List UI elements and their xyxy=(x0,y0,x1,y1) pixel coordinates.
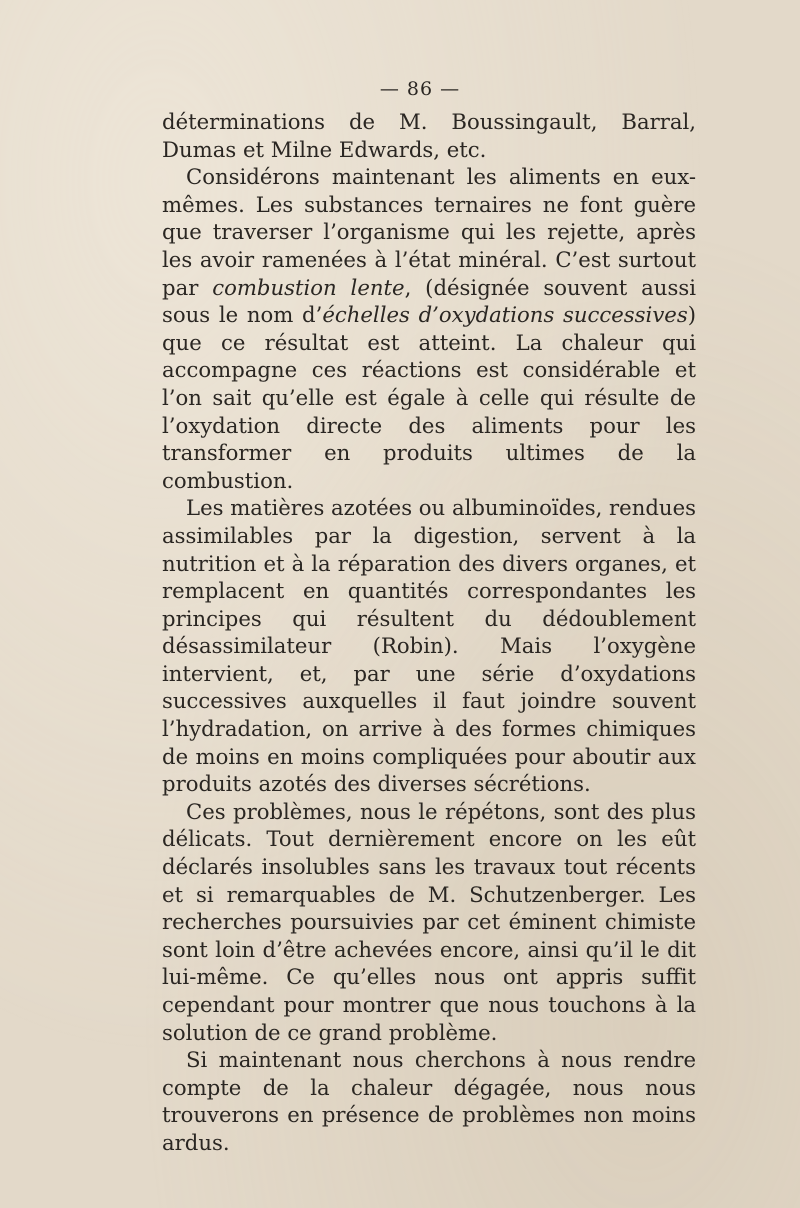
paragraph-2-part-2: , (désignée souvent aussi sous le nom d’ xyxy=(162,274,696,328)
paragraph-4: Ces problèmes, nous le répétons, sont des plus délicats. Tout dernièrement encore on les eût déclarés insolubles sans les travaux tout récents et si remarquables de M. Schutzenberger. Les recherches poursuivies par cet éminent chimiste sont loin d’être achevées encore, ainsi qu’il le dit lui-même. Ce qu’elles nous ont appris suffit cependant pour montrer que nous touchons à la solution de ce grand problème. xyxy=(162,798,696,1045)
body-text xyxy=(162,108,696,1157)
page-number: — 86 — xyxy=(379,78,461,100)
paragraph-2 xyxy=(162,163,696,494)
term-combustion-lente: combustion lente xyxy=(212,274,405,300)
term-echelles-oxydations: échelles d’oxydations successives xyxy=(322,302,688,328)
paragraph-3: Les matières azotées ou albuminoïdes, rendues assimilables par la digestion, servent à la nutrition et à la réparation des divers organes, et remplacent en quantités correspondantes les principes qui résultent du dédoublement désassimilateur (Robin). Mais l’oxygène intervient, et, par une série d’oxydations successives auxquelles il faut joindre souvent l’hydradation, on arrive à des formes chimiques de moins en moins compliquées pour aboutir aux produits azotés des diverses sécrétions. xyxy=(162,495,696,797)
paragraph-5: Si maintenant nous cherchons à nous rendre compte de la chaleur dégagée, nous nous trouverons en présence de problèmes non moins ardus. xyxy=(162,1047,696,1155)
paragraph-1: déterminations de M. Boussingault, Barral, Dumas et Milne Edwards, etc. xyxy=(162,109,696,162)
paragraph-2-part-1: Considérons maintenant les aliments en eux-mêmes. Les substances ternaires ne font guère que traverser l’organisme qui les rejette, après les avoir ramenées à l’état minéral. C’est surtout par xyxy=(162,164,696,300)
paragraph-2-part-3: ) que ce résultat est atteint. La chaleur qui accompagne ces réactions est considérable et l’on sait qu’elle est égale à celle qui résulte de l’oxydation directe des aliments pour les transformer en produits ultimes de la combustion. xyxy=(162,302,696,493)
